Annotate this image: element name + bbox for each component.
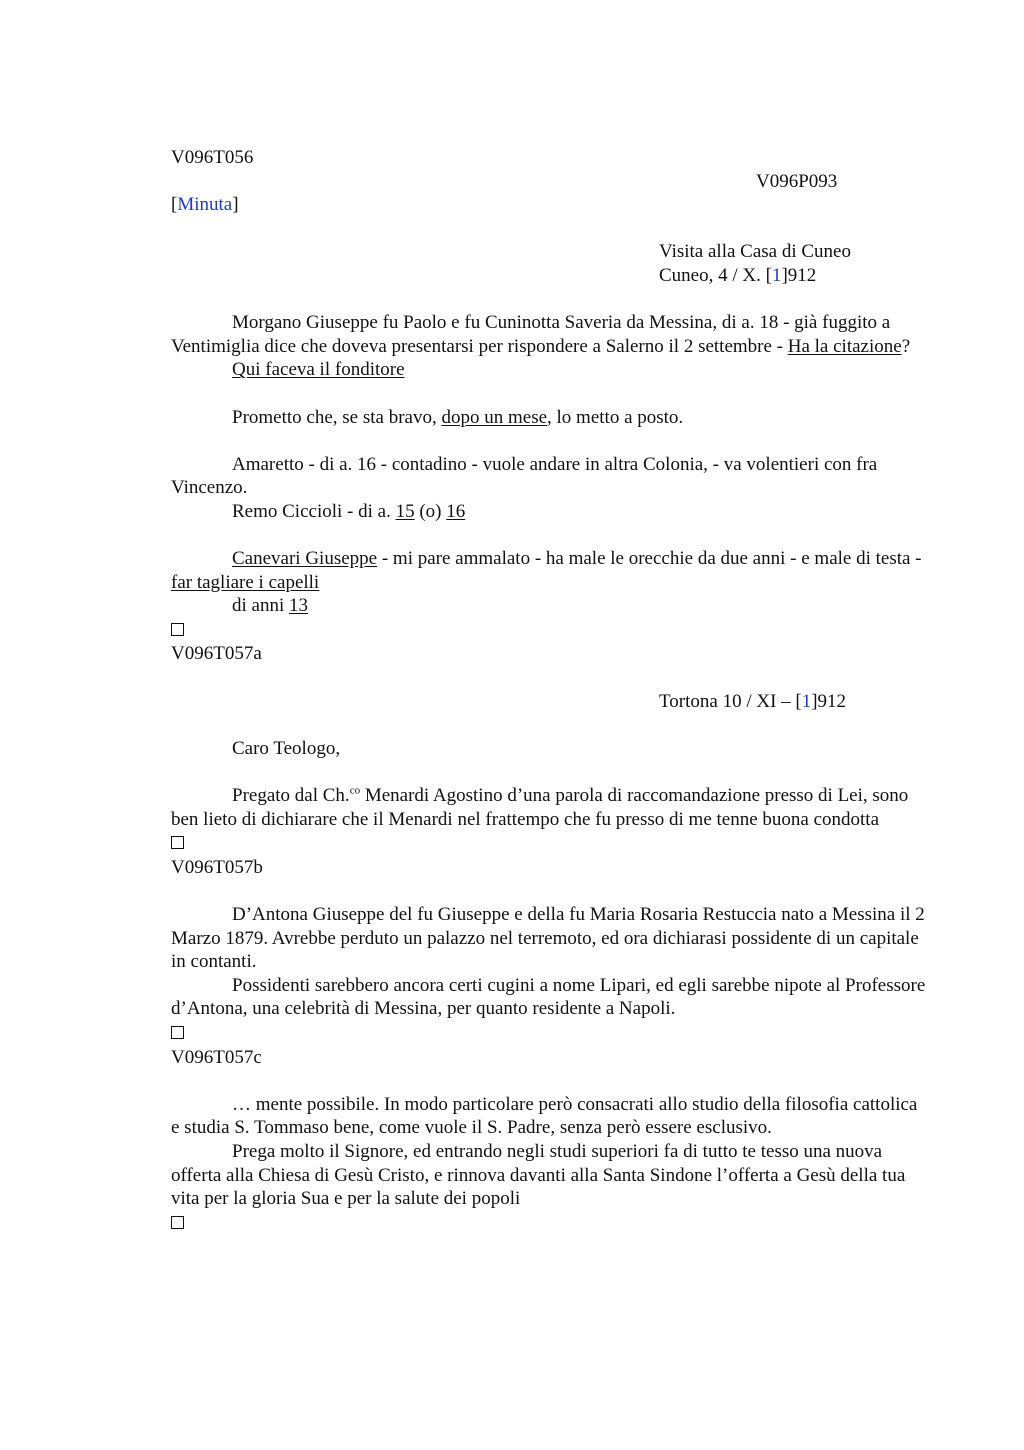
minuta-link[interactable]: Minuta (177, 194, 233, 216)
paragraph-canevari-age: di anni 13 (232, 595, 308, 617)
document-body (171, 146, 929, 1235)
paragraph-ciccioli: Remo Ciccioli - di a. 15 (o) 16 (232, 500, 466, 522)
end-marker-box-3 (171, 1021, 929, 1046)
section-code-2: V096T057a (171, 643, 262, 665)
section-code-4: V096T057c (171, 1046, 262, 1068)
end-box-icon (171, 836, 184, 849)
end-marker-box-2 (171, 831, 929, 856)
section-code-3: V096T057b (171, 856, 263, 878)
paragraph-dantona: D’Antona Giuseppe del fu Giuseppe e della fu Maria Rosaria Restuccia nato a Messina il 2 Marzo 1879. Avrebbe perduto un palazzo nel terremoto, ed ora dichiarasi possidente di un capitale in contanti. (171, 904, 925, 973)
letter-date-link[interactable]: 1 (801, 690, 812, 712)
end-box-icon (171, 1026, 184, 1039)
paragraph-canevari: Canevari Giuseppe - mi pare ammalato - ha male le orecchie da due anni - e male di testa - far tagliare i capelli (171, 548, 922, 593)
minuta-line: [Minuta] (171, 194, 239, 216)
paragraph-filosofia: … mente possibile. In modo particolare però consacrati allo studio della filosofia cattolica e studia S. Tommaso bene, come vuole il S. Padre, senza però essere esclusivo. (171, 1093, 918, 1139)
letter-salutation: Caro Teologo, (232, 737, 341, 759)
paragraph-prega: Prega molto il Signore, ed entrando negli studi superiori fa di tutto te tesso una nuova offerta alla Chiesa di Gesù Cristo, e rinnova davanti alla Santa Sindone l’offerta a Gesù della tua vita per la gloria Sua e per la salute dei popoli (171, 1140, 906, 1210)
paragraph-amaretto: Amaretto - di a. 16 - contadino - vuole andare in altra Colonia, - va volentieri con fra Vincenzo. (171, 453, 878, 499)
paragraph-morgano: Morgano Giuseppe fu Paolo e fu Cuninotta Saveria da Messina, di a. 18 - già fuggito a Ventimiglia dice che doveva presentarsi per rispondere a Salerno il 2 settembre - Ha la citazione? (171, 312, 911, 357)
page-code: V096P093 (756, 170, 838, 192)
visit-date: Cuneo, 4 / X. [1]912 (659, 264, 817, 286)
section-code-1: V096T056 (171, 147, 254, 168)
visit-date-link[interactable]: 1 (771, 264, 782, 286)
end-marker-box-4 (171, 1211, 929, 1236)
letter-body: Pregato dal Ch.$^{co}$ Menardi Agostino d’una parola di raccomandazione presso di Lei, sono ben lieto di dichiarare che il Menardi nel frattempo che fu presso di me tenne buona condotta (171, 784, 909, 830)
letter-date: Tortona 10 / XI – [1]912 (659, 690, 847, 712)
end-marker-box-1 (171, 618, 929, 643)
paragraph-possidenti: Possidenti sarebbero ancora certi cugini a nome Lipari, ed egli sarebbe nipote al Professore d’Antona, una celebrità di Messina, per quanto residente a Napoli. (171, 974, 926, 1020)
paragraph-promise: Prometto che, se sta bravo, dopo un mese, lo metto a posto. (232, 406, 684, 428)
end-box-icon (171, 1216, 184, 1229)
paragraph-morgano-note: Qui faceva il fonditore (232, 359, 405, 381)
end-box-icon (171, 623, 184, 636)
visit-title: Visita alla Casa di Cuneo (659, 241, 851, 263)
